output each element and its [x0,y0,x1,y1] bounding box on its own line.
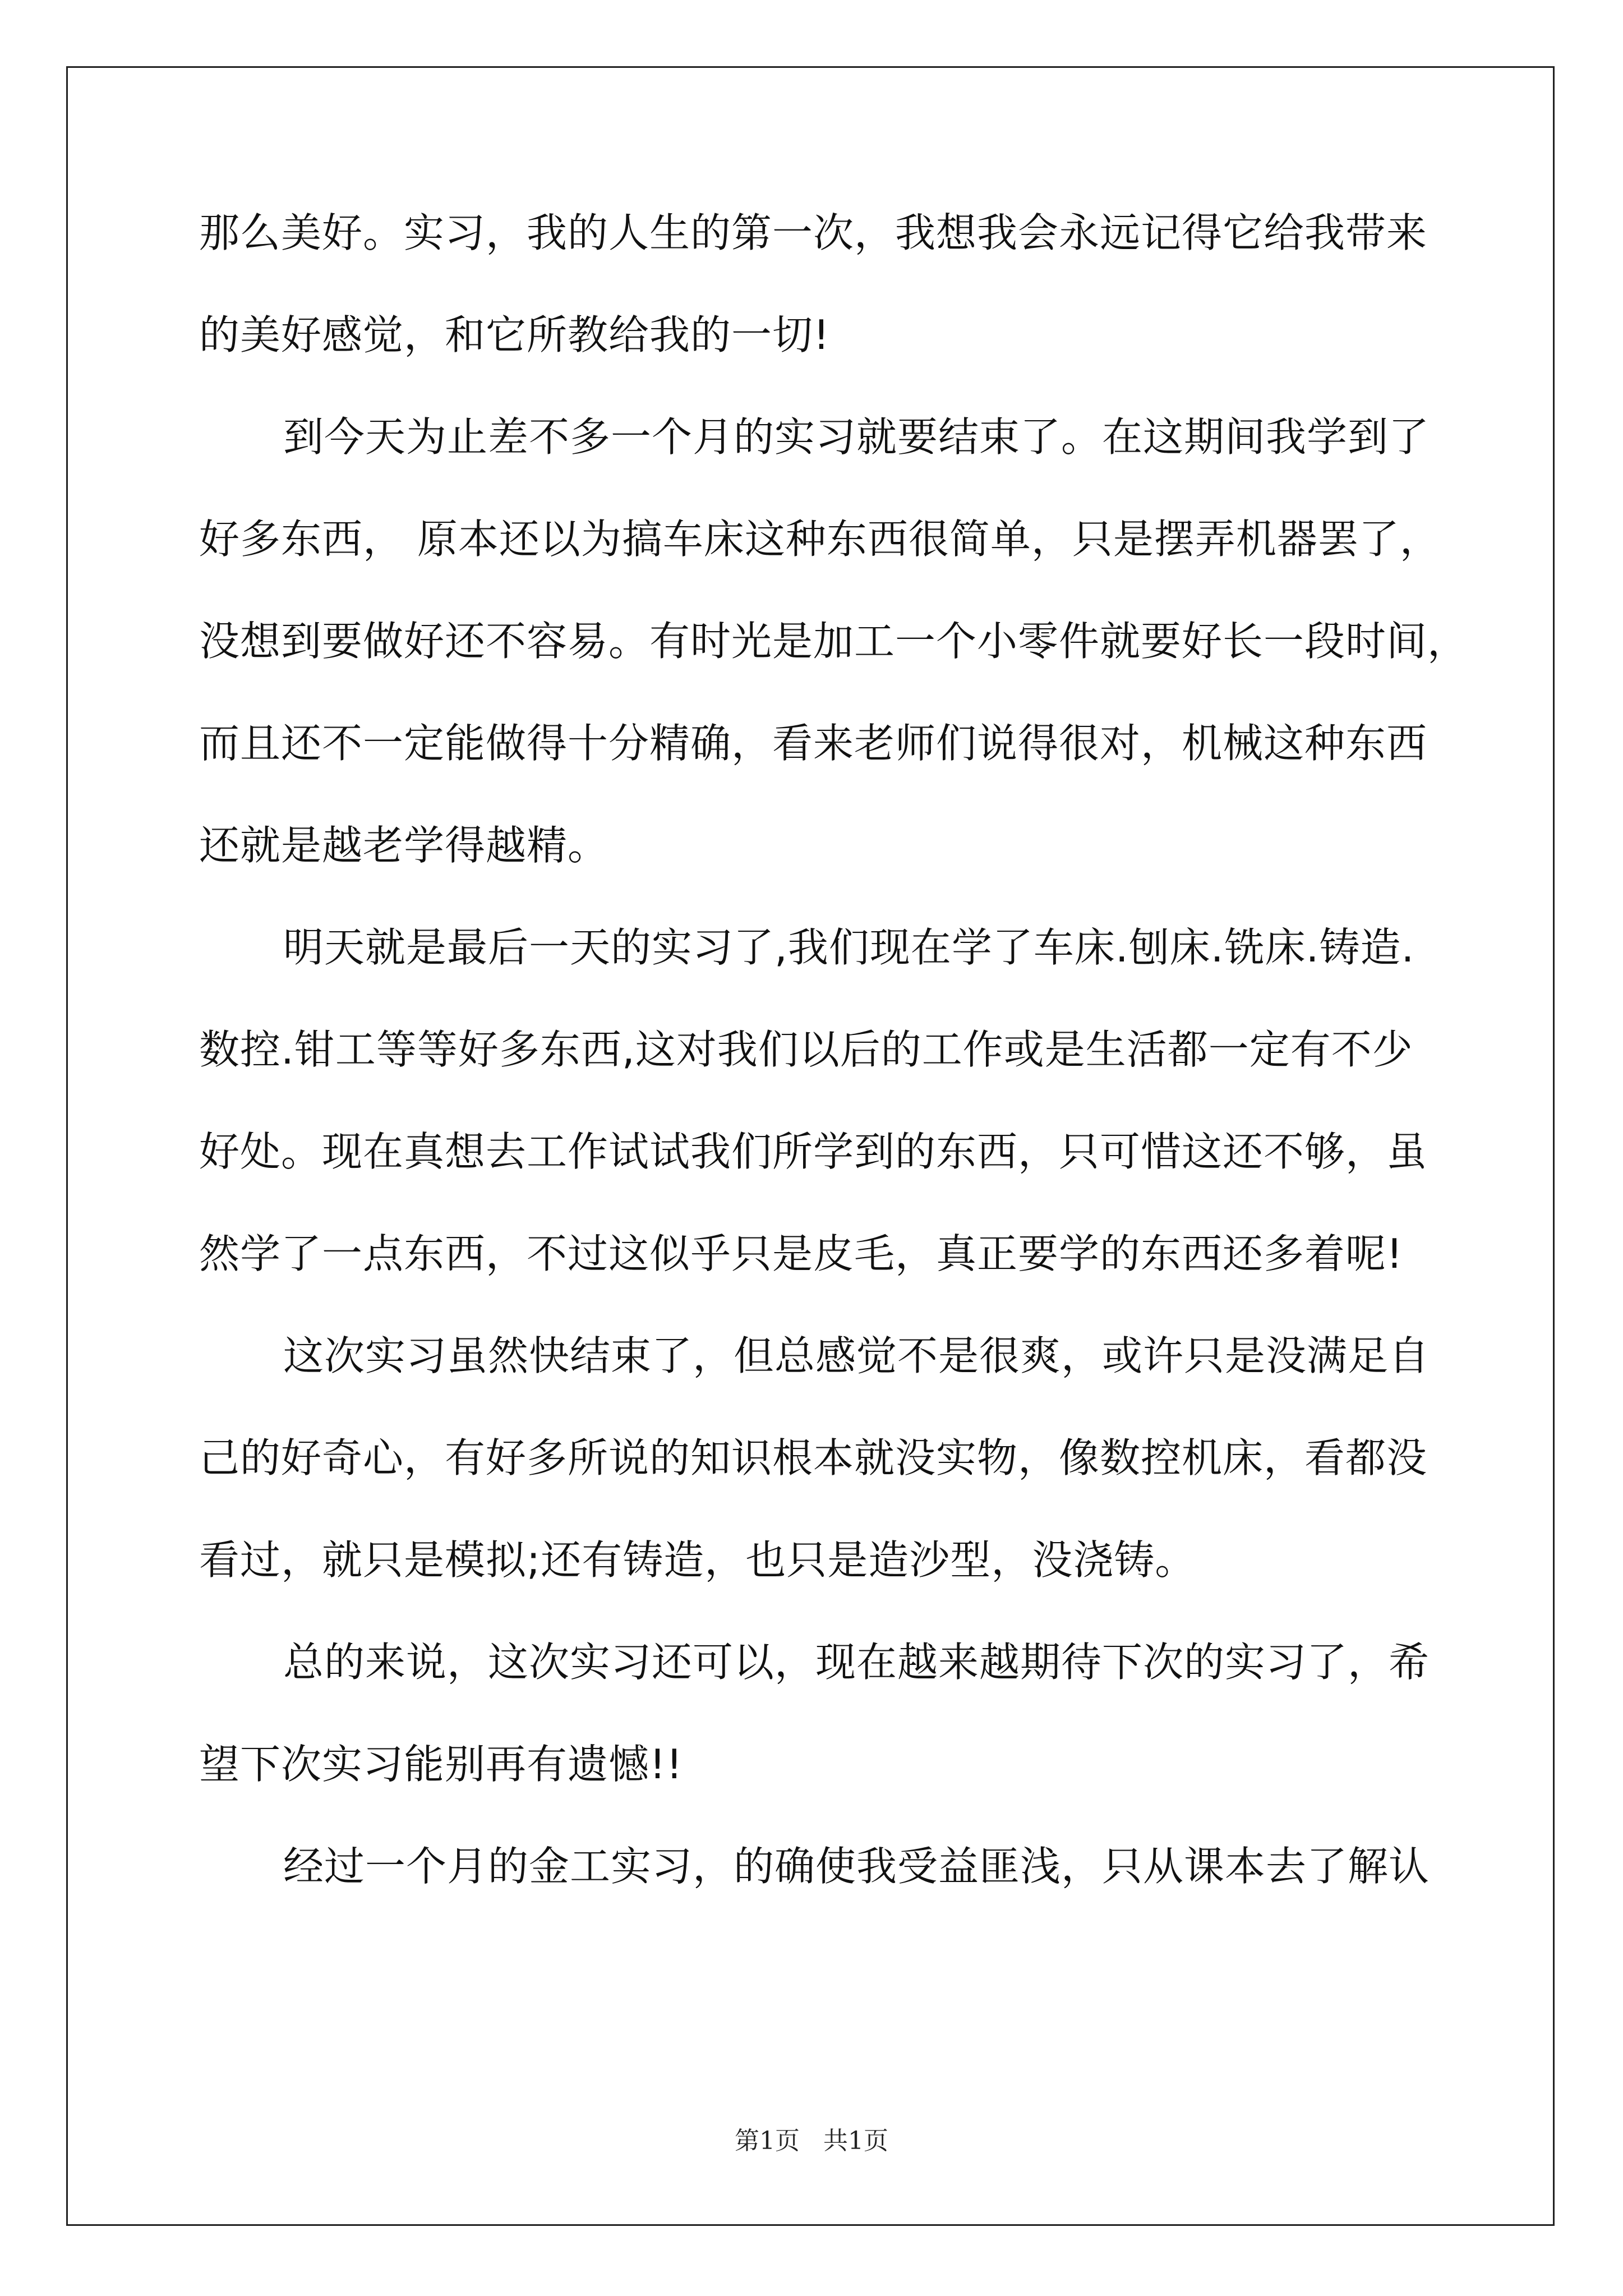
text-line: 还就是越老学得越精。 [199,822,609,869]
page-total: 共1页 [823,2127,888,2155]
text-line: 没想到要做好还不容易。有时光是加工一个小零件就要好长一段时间， [199,618,1469,665]
page-number: 第1页 [735,2127,800,2155]
paragraph-start-line: 经过一个月的金工实习，的确使我受益匪浅，只从课本去了解认 [283,1843,1430,1890]
page-footer [0,2120,1623,2156]
text-line: 数控.钳工等等好多东西,这对我们以后的工作或是生活都一定有不少 [199,1026,1413,1073]
text-line: 好处。现在真想去工作试试我们所学到的东西，只可惜这还不够，虽 [199,1128,1428,1175]
text-line: 望下次实习能别再有遗憾!! [199,1741,683,1788]
paragraph-start-line: 总的来说，这次实习还可以，现在越来越期待下次的实习了，希 [283,1639,1430,1686]
text-line: 好多东西， 原本还以为搞车床这种东西很简单，只是摆弄机器罢了， [199,516,1441,563]
paragraph-start-line: 到今天为止差不多一个月的实习就要结束了。在这期间我学到了 [283,413,1430,461]
text-line: 而且还不一定能做得十分精确，看来老师们说得很对，机械这种东西 [199,720,1428,767]
text-line: 那么美好。实习，我的人生的第一次，我想我会永远记得它给我带来 [199,209,1428,256]
paragraph-start-line: 明天就是最后一天的实习了,我们现在学了车床.刨床.铣床.铸造. [283,924,1415,971]
text-line: 看过，就只是模拟;还有铸造，也只是造沙型，没浇铸。 [199,1536,1196,1584]
text-line: 然学了一点东西，不过这似乎只是皮毛，真正要学的东西还多着呢! [199,1230,1403,1277]
text-line: 己的好奇心，有好多所说的知识根本就没实物，像数控机床，看都没 [199,1434,1428,1481]
text-line: 的美好感觉，和它所教给我的一切! [199,311,830,358]
paragraph-start-line: 这次实习虽然快结束了，但总感觉不是很爽，或许只是没满足自 [283,1332,1430,1379]
